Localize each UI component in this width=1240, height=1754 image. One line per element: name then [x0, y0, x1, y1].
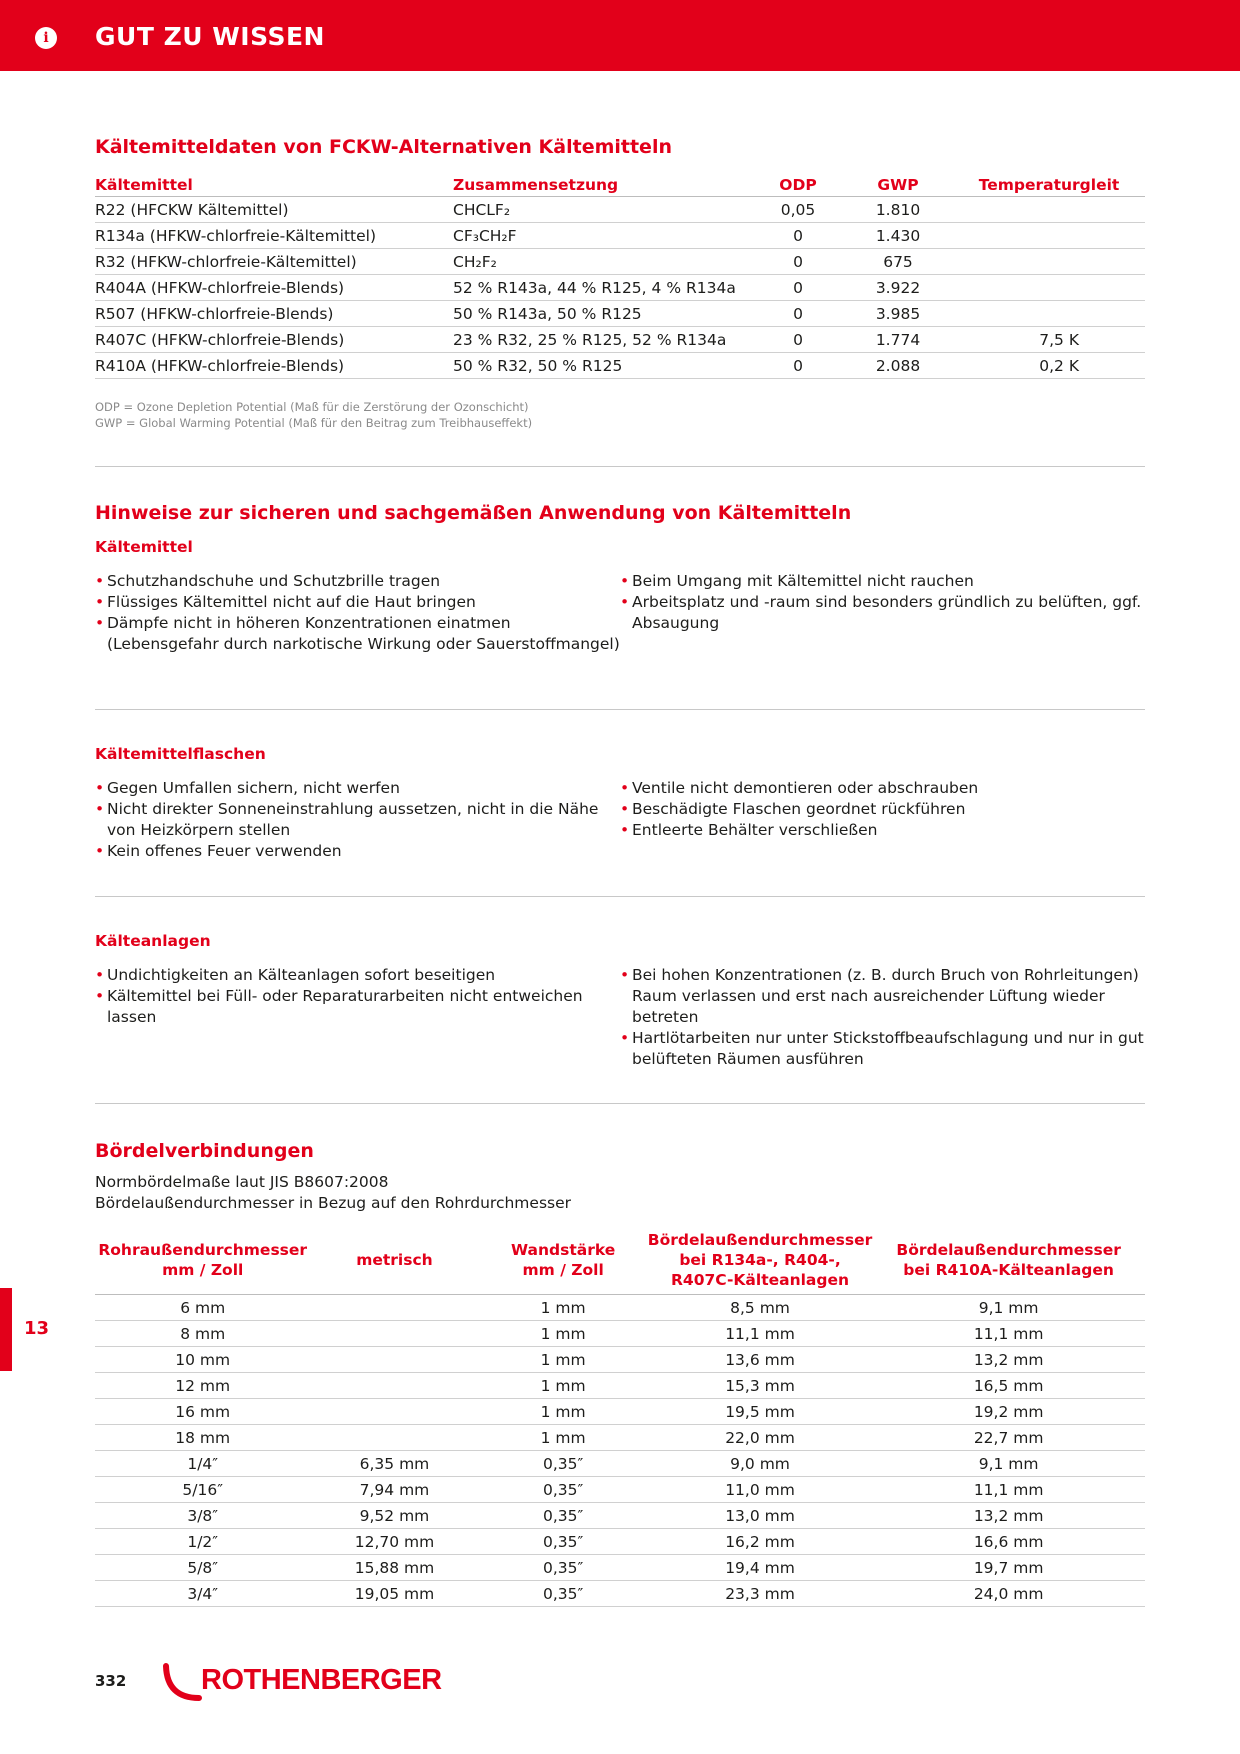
- table-row: [95, 1555, 1145, 1581]
- table-cell: R134a (HFKW-chlorfreie-Kältemittel): [95, 223, 453, 249]
- table-cell: 11,1 mm: [872, 1477, 1145, 1503]
- table-cell: 1/4″: [95, 1451, 310, 1477]
- table-row: [95, 1529, 1145, 1555]
- table-row: [95, 1373, 1145, 1399]
- header-bar: [0, 0, 1240, 71]
- table-cell: R507 (HFKW-chlorfreie-Blends): [95, 301, 453, 327]
- table-cell: 0,35″: [479, 1555, 648, 1581]
- table-cell: 9,52 mm: [310, 1503, 478, 1529]
- hint-list-right: [620, 778, 1145, 862]
- table-row: [95, 1503, 1145, 1529]
- table-cell: 8,5 mm: [648, 1295, 873, 1321]
- table-row: [95, 1477, 1145, 1503]
- column-header-line: Bördelaußendurchmesser: [896, 1241, 1121, 1259]
- table-row: [95, 223, 1145, 249]
- column-header: [872, 1230, 1145, 1295]
- table-cell: R32 (HFKW-chlorfreie-Kältemittel): [95, 249, 453, 275]
- table-cell: 9,1 mm: [872, 1295, 1145, 1321]
- flare-table: [95, 1230, 1145, 1607]
- flare-table-wrap: [95, 1230, 1145, 1607]
- table-cell: 0,35″: [479, 1503, 648, 1529]
- table-cell: 13,6 mm: [648, 1347, 873, 1373]
- flare-intro: [95, 1172, 1145, 1214]
- column-header-line: R407C-Kälteanlagen: [670, 1271, 850, 1289]
- table-cell: [953, 275, 1145, 301]
- table-cell: 23,3 mm: [648, 1581, 873, 1607]
- chapter-tab: [0, 1288, 12, 1371]
- table-cell: 16,6 mm: [872, 1529, 1145, 1555]
- column-header: ODP: [753, 173, 843, 197]
- refrigerant-table: [95, 173, 1145, 379]
- table-cell: 1 mm: [479, 1373, 648, 1399]
- table-cell: 3/4″: [95, 1581, 310, 1607]
- table-cell: 11,1 mm: [872, 1321, 1145, 1347]
- hint-group-title: Kälteanlagen: [95, 932, 211, 950]
- list-item: • Dämpfe nicht in höheren Konzentrationen einatmen (Lebensgefahr durch narkotische Wirkung oder Sauerstoffmangel): [95, 613, 620, 655]
- table-cell: 1 mm: [479, 1295, 648, 1321]
- table-cell: 11,1 mm: [648, 1321, 873, 1347]
- column-header-line: Bördelaußendurchmesser: [647, 1231, 873, 1249]
- table-cell: [953, 249, 1145, 275]
- flare-intro-line: Bördelaußendurchmesser in Bezug auf den Rohrdurchmesser: [95, 1194, 572, 1212]
- table-cell: 1.430: [843, 223, 953, 249]
- list-item: • Entleerte Behälter verschließen: [620, 820, 1145, 841]
- refrigerant-table-wrap: [95, 173, 1145, 431]
- hint-group-title: Kältemittelflaschen: [95, 745, 266, 763]
- table-cell: 13,0 mm: [648, 1503, 873, 1529]
- table-cell: 24,0 mm: [872, 1581, 1145, 1607]
- table-cell: 0,2 K: [953, 353, 1145, 379]
- table-cell: 0: [753, 275, 843, 301]
- table-cell: 13,2 mm: [872, 1347, 1145, 1373]
- hint-list-right: [620, 965, 1145, 1070]
- footnote-gwp: GWP = Global Warming Potential (Maß für den Beitrag zum Treibhauseffekt): [95, 416, 533, 430]
- table-cell: 5/8″: [95, 1555, 310, 1581]
- table-row: [95, 301, 1145, 327]
- table-cell: R410A (HFKW-chlorfreie-Blends): [95, 353, 453, 379]
- column-header: [95, 1230, 310, 1295]
- table-cell: 1 mm: [479, 1425, 648, 1451]
- column-header: [310, 1230, 478, 1295]
- hint-list-left: [95, 965, 620, 1070]
- table-cell: [310, 1295, 478, 1321]
- hint-list-right: [620, 571, 1145, 655]
- list-item: • Ventile nicht demontieren oder abschrauben: [620, 778, 1145, 799]
- flare-intro-line: Normbördelmaße laut JIS B8607:2008: [95, 1173, 389, 1191]
- table-cell: 3/8″: [95, 1503, 310, 1529]
- table-cell: 15,3 mm: [648, 1373, 873, 1399]
- table-cell: 2.088: [843, 353, 953, 379]
- table-row: [95, 353, 1145, 379]
- table-cell: 9,0 mm: [648, 1451, 873, 1477]
- table-cell: 3.922: [843, 275, 953, 301]
- table-row: [95, 327, 1145, 353]
- refrigerant-table-body: [95, 197, 1145, 379]
- divider: [95, 466, 1145, 467]
- table-cell: R404A (HFKW-chlorfreie-Blends): [95, 275, 453, 301]
- footnote-odp: ODP = Ozone Depletion Potential (Maß für die Zerstörung der Ozonschicht): [95, 400, 529, 414]
- table-cell: 8 mm: [95, 1321, 310, 1347]
- list-item: • Beim Umgang mit Kältemittel nicht rauchen: [620, 571, 1145, 592]
- table-cell: 22,0 mm: [648, 1425, 873, 1451]
- table-cell: R22 (HFCKW Kältemittel): [95, 197, 453, 223]
- page-title: GUT ZU WISSEN: [95, 22, 325, 51]
- table-cell: 675: [843, 249, 953, 275]
- table-cell: [310, 1321, 478, 1347]
- chapter-number: 13: [24, 1318, 50, 1339]
- column-header: [648, 1230, 873, 1295]
- table-cell: CHCLF₂: [453, 197, 753, 223]
- flare-table-body: [95, 1295, 1145, 1607]
- table-cell: 16,5 mm: [872, 1373, 1145, 1399]
- table-cell: 19,7 mm: [872, 1555, 1145, 1581]
- table-row: [95, 1399, 1145, 1425]
- table-cell: [310, 1373, 478, 1399]
- table-cell: CH₂F₂: [453, 249, 753, 275]
- table-cell: 0,35″: [479, 1451, 648, 1477]
- table-header-row: [95, 1230, 1145, 1295]
- column-header: Kältemittel: [95, 173, 453, 197]
- table-cell: 16,2 mm: [648, 1529, 873, 1555]
- table-cell: [310, 1425, 478, 1451]
- list-item: • Undichtigkeiten an Kälteanlagen sofort beseitigen: [95, 965, 620, 986]
- column-header: [479, 1230, 648, 1295]
- table-row: [95, 1295, 1145, 1321]
- hints-section: [95, 502, 1145, 524]
- table-cell: 19,2 mm: [872, 1399, 1145, 1425]
- list-item: • Arbeitsplatz und -raum sind besonders gründlich zu belüften, ggf. Absaugung: [620, 592, 1145, 634]
- table-row: [95, 1425, 1145, 1451]
- table-cell: 16 mm: [95, 1399, 310, 1425]
- list-item: • Bei hohen Konzentrationen (z. B. durch Bruch von Rohrleitungen) Raum verlassen und erst nach ausreichender Lüftung wieder betreten: [620, 965, 1145, 1028]
- table-cell: [953, 301, 1145, 327]
- column-header-line: Wandstärke: [511, 1241, 616, 1259]
- table-cell: 0: [753, 223, 843, 249]
- list-item: • Schutzhandschuhe und Schutzbrille tragen: [95, 571, 620, 592]
- divider: [95, 896, 1145, 897]
- table-cell: CF₃CH₂F: [453, 223, 753, 249]
- table-cell: [953, 223, 1145, 249]
- brand-logo: [163, 1660, 463, 1704]
- flare-title: Bördelverbindungen: [95, 1140, 314, 1162]
- table-cell: 1.810: [843, 197, 953, 223]
- table-cell: 19,4 mm: [648, 1555, 873, 1581]
- table-row: [95, 275, 1145, 301]
- table-cell: [953, 197, 1145, 223]
- table-cell: 22,7 mm: [872, 1425, 1145, 1451]
- table-cell: [310, 1347, 478, 1373]
- table-cell: 6 mm: [95, 1295, 310, 1321]
- hint-group-bottles: [95, 745, 1145, 862]
- list-item: • Gegen Umfallen sichern, nicht werfen: [95, 778, 620, 799]
- table-cell: 12 mm: [95, 1373, 310, 1399]
- table-cell: 0: [753, 301, 843, 327]
- table-cell: 0,05: [753, 197, 843, 223]
- hint-group-refrigerant: [95, 538, 1145, 655]
- column-header-line: metrisch: [356, 1251, 433, 1269]
- info-icon: i: [35, 27, 57, 49]
- table-cell: 0,35″: [479, 1477, 648, 1503]
- table-cell: 18 mm: [95, 1425, 310, 1451]
- table-cell: 10 mm: [95, 1347, 310, 1373]
- table-cell: 19,05 mm: [310, 1581, 478, 1607]
- divider: [95, 1103, 1145, 1104]
- table-header-row: [95, 173, 1145, 197]
- table-cell: 1/2″: [95, 1529, 310, 1555]
- hint-group-systems: [95, 932, 1145, 1070]
- hint-group-title: Kältemittel: [95, 538, 193, 556]
- column-header-line: bei R134a-, R404-,: [679, 1251, 841, 1269]
- column-header: Zusammensetzung: [453, 173, 753, 197]
- column-header-line: mm / Zoll: [162, 1261, 244, 1279]
- table-cell: 1 mm: [479, 1321, 648, 1347]
- table-row: [95, 197, 1145, 223]
- footnotes: [95, 399, 1145, 431]
- column-header-line: bei R410A-Kälteanlagen: [903, 1261, 1114, 1279]
- list-item: • Kein offenes Feuer verwenden: [95, 841, 620, 862]
- table-cell: 19,5 mm: [648, 1399, 873, 1425]
- brand-name: ROTHENBERGER: [201, 1664, 442, 1696]
- hints-title: Hinweise zur sicheren und sachgemäßen Anwendung von Kältemitteln: [95, 502, 852, 524]
- table-cell: 0: [753, 353, 843, 379]
- table-cell: 0,35″: [479, 1581, 648, 1607]
- refrigerant-section: [95, 136, 1145, 158]
- table-cell: 0,35″: [479, 1529, 648, 1555]
- table-cell: R407C (HFKW-chlorfreie-Blends): [95, 327, 453, 353]
- table-cell: 0: [753, 249, 843, 275]
- table-cell: 11,0 mm: [648, 1477, 873, 1503]
- table-cell: 1.774: [843, 327, 953, 353]
- table-row: [95, 1321, 1145, 1347]
- list-item: • Beschädigte Flaschen geordnet rückführen: [620, 799, 1145, 820]
- table-row: [95, 1347, 1145, 1373]
- hint-list-left: [95, 571, 620, 655]
- table-cell: 50 % R143a, 50 % R125: [453, 301, 753, 327]
- flare-section: [95, 1140, 1145, 1214]
- refrigerant-title: Kältemitteldaten von FCKW-Alternativen Kältemitteln: [95, 136, 672, 158]
- table-cell: 6,35 mm: [310, 1451, 478, 1477]
- table-cell: 50 % R32, 50 % R125: [453, 353, 753, 379]
- page-number: 332: [95, 1672, 127, 1690]
- list-item: • Flüssiges Kältemittel nicht auf die Haut bringen: [95, 592, 620, 613]
- table-cell: 9,1 mm: [872, 1451, 1145, 1477]
- table-cell: 23 % R32, 25 % R125, 52 % R134a: [453, 327, 753, 353]
- list-item: • Kältemittel bei Füll- oder Reparaturarbeiten nicht entweichen lassen: [95, 986, 620, 1028]
- list-item: • Nicht direkter Sonneneinstrahlung aussetzen, nicht in die Nähe von Heizkörpern stellen: [95, 799, 620, 841]
- column-header-line: mm / Zoll: [522, 1261, 604, 1279]
- table-row: [95, 1451, 1145, 1477]
- table-row: [95, 249, 1145, 275]
- table-cell: 5/16″: [95, 1477, 310, 1503]
- table-row: [95, 1581, 1145, 1607]
- table-cell: 52 % R143a, 44 % R125, 4 % R134a: [453, 275, 753, 301]
- table-cell: [310, 1399, 478, 1425]
- table-cell: 12,70 mm: [310, 1529, 478, 1555]
- list-item: • Hartlötarbeiten nur unter Stickstoffbeaufschlagung und nur in gut belüfteten Räumen ausführen: [620, 1028, 1145, 1070]
- divider: [95, 709, 1145, 710]
- table-cell: 15,88 mm: [310, 1555, 478, 1581]
- table-cell: 3.985: [843, 301, 953, 327]
- column-header: GWP: [843, 173, 953, 197]
- table-cell: 1 mm: [479, 1347, 648, 1373]
- table-cell: 7,5 K: [953, 327, 1145, 353]
- column-header: Temperaturgleit: [953, 173, 1145, 197]
- table-cell: 0: [753, 327, 843, 353]
- table-cell: 7,94 mm: [310, 1477, 478, 1503]
- hint-list-left: [95, 778, 620, 862]
- table-cell: 1 mm: [479, 1399, 648, 1425]
- column-header-line: Rohraußendurchmesser: [98, 1241, 308, 1259]
- table-cell: 13,2 mm: [872, 1503, 1145, 1529]
